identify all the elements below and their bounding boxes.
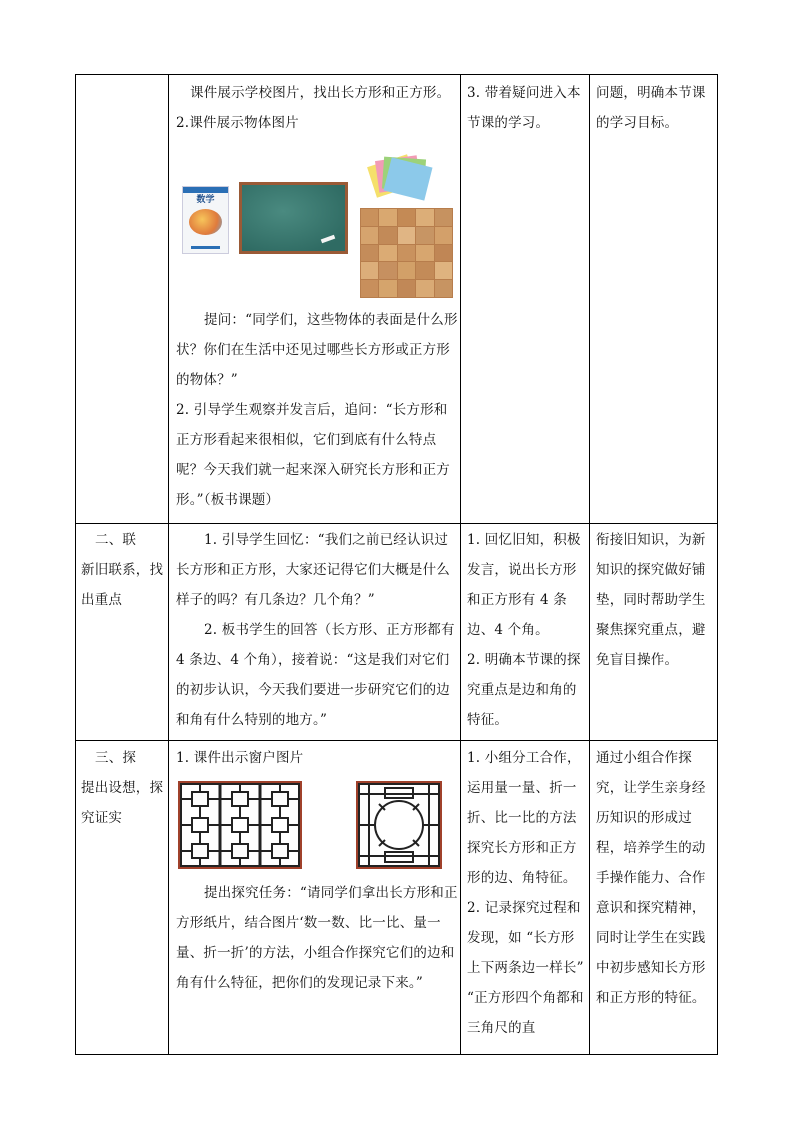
blackboard-image	[239, 182, 348, 254]
intent-paragraph: 通过小组合作探究，让学生亲身经历知识的形成过程，培养学生的动手操作能力、合作意识和探究精神，同时让学生在实践中初步感知长方形和正方形的特征。	[596, 750, 706, 1006]
intent-paragraph: 衔接旧知识，为新知识的探究做好铺垫，同时帮助学生聚焦探究重点，避免盲目操作。	[596, 532, 706, 668]
colored-paper-stack-image	[367, 152, 437, 207]
table-border-right	[717, 74, 718, 1055]
lesson-plan-table	[75, 74, 718, 1055]
teacher-activity-cell	[176, 743, 458, 773]
textbook-title: 数学	[196, 195, 215, 205]
teacher-paragraph: 2.课件展示物体图片	[176, 115, 299, 131]
design-intent-cell	[596, 78, 714, 138]
student-activity-cell	[467, 78, 585, 138]
floor-tile-image	[360, 208, 453, 298]
student-paragraph: 2. 记录探究过程和发现，如 “长方形上下两条边一样长” “正方形四个角都和三角尺的直	[467, 900, 584, 1036]
student-activity-cell	[467, 743, 585, 1043]
stage-cell	[81, 525, 165, 615]
blackboard-surface	[242, 185, 345, 251]
row-divider	[75, 740, 718, 741]
teacher-paragraph: 提出探究任务：“请同学们拿出长方形和正方形纸片，结合图片‘数一数、比一比、量一量、折一折’的方法，小组合作探究它们的边和角有什么特征，把你们的发现记录下来。”	[176, 885, 458, 991]
textbook-bottom-band	[191, 246, 220, 249]
table-border-top	[75, 74, 718, 75]
design-intent-cell	[596, 743, 714, 1013]
student-paragraph: 2. 明确本节课的探究重点是边和角的特征。	[467, 652, 581, 728]
teacher-activity-cell	[176, 525, 458, 735]
chalk-icon	[321, 235, 336, 244]
textbook-illustration	[189, 209, 222, 235]
design-intent-cell	[596, 525, 714, 675]
column-divider	[589, 74, 590, 1055]
teacher-paragraph: 2. 板书学生的回答（长方形、正方形都有 4 条边、4 个角），接着说：“这是我们对它们的初步认识，今天我们要进一步研究它们的边和角有什么特别的地方。”	[176, 622, 455, 728]
column-divider	[460, 74, 461, 1055]
math-textbook-image	[182, 186, 229, 254]
stage-cell	[81, 743, 165, 833]
teacher-activity-cell	[176, 305, 458, 515]
student-activity-cell	[467, 525, 585, 735]
student-paragraph: 1. 回忆旧知，积极发言，说出长方形和正方形有 4 条边、4 个角。	[467, 532, 581, 638]
teacher-paragraph: 2. 引导学生观察并发言后，追问：“长方形和正方形看起来很相似，它们到底有什么特点呢？今天我们就一起来深入研究长方形和正方形。”（板书课题）	[176, 402, 450, 508]
stage-title: 二、联	[95, 532, 137, 548]
intent-paragraph: 问题，明确本节课的学习目标。	[596, 85, 706, 131]
stage-title: 三、探	[95, 750, 137, 766]
student-paragraph: 1. 小组分工合作，运用量一量、折一折、比一比的方法探究长方形和正方形的边、角特征。	[467, 750, 581, 886]
table-border-left	[75, 74, 76, 1055]
stage-subtitle: 提出设想，探究证实	[81, 780, 164, 826]
window-lattice-image-right	[355, 780, 443, 870]
table-border-bottom	[75, 1054, 718, 1055]
teacher-paragraph: 课件展示学校图片，找出长方形和正方形。	[190, 85, 451, 101]
row-divider	[75, 523, 718, 524]
window-lattice-image-left	[177, 780, 303, 870]
teacher-activity-cell	[176, 878, 458, 998]
teacher-paragraph: 1. 引导学生回忆：“我们之前已经认识过长方形和正方形，大家还记得它们大概是什么样子的吗？有几条边？几个角？”	[176, 532, 450, 608]
student-paragraph: 3. 带着疑问进入本节课的学习。	[467, 85, 581, 131]
stage-subtitle: 新旧联系，找出重点	[81, 562, 164, 608]
column-divider	[168, 74, 169, 1055]
teacher-paragraph: 提问：“同学们，这些物体的表面是什么形状？你们在生活中还见过哪些长方形或正方形的物体？”	[176, 312, 458, 388]
teacher-activity-cell	[176, 78, 458, 138]
teacher-paragraph: 1. 课件出示窗户图片	[176, 750, 304, 766]
